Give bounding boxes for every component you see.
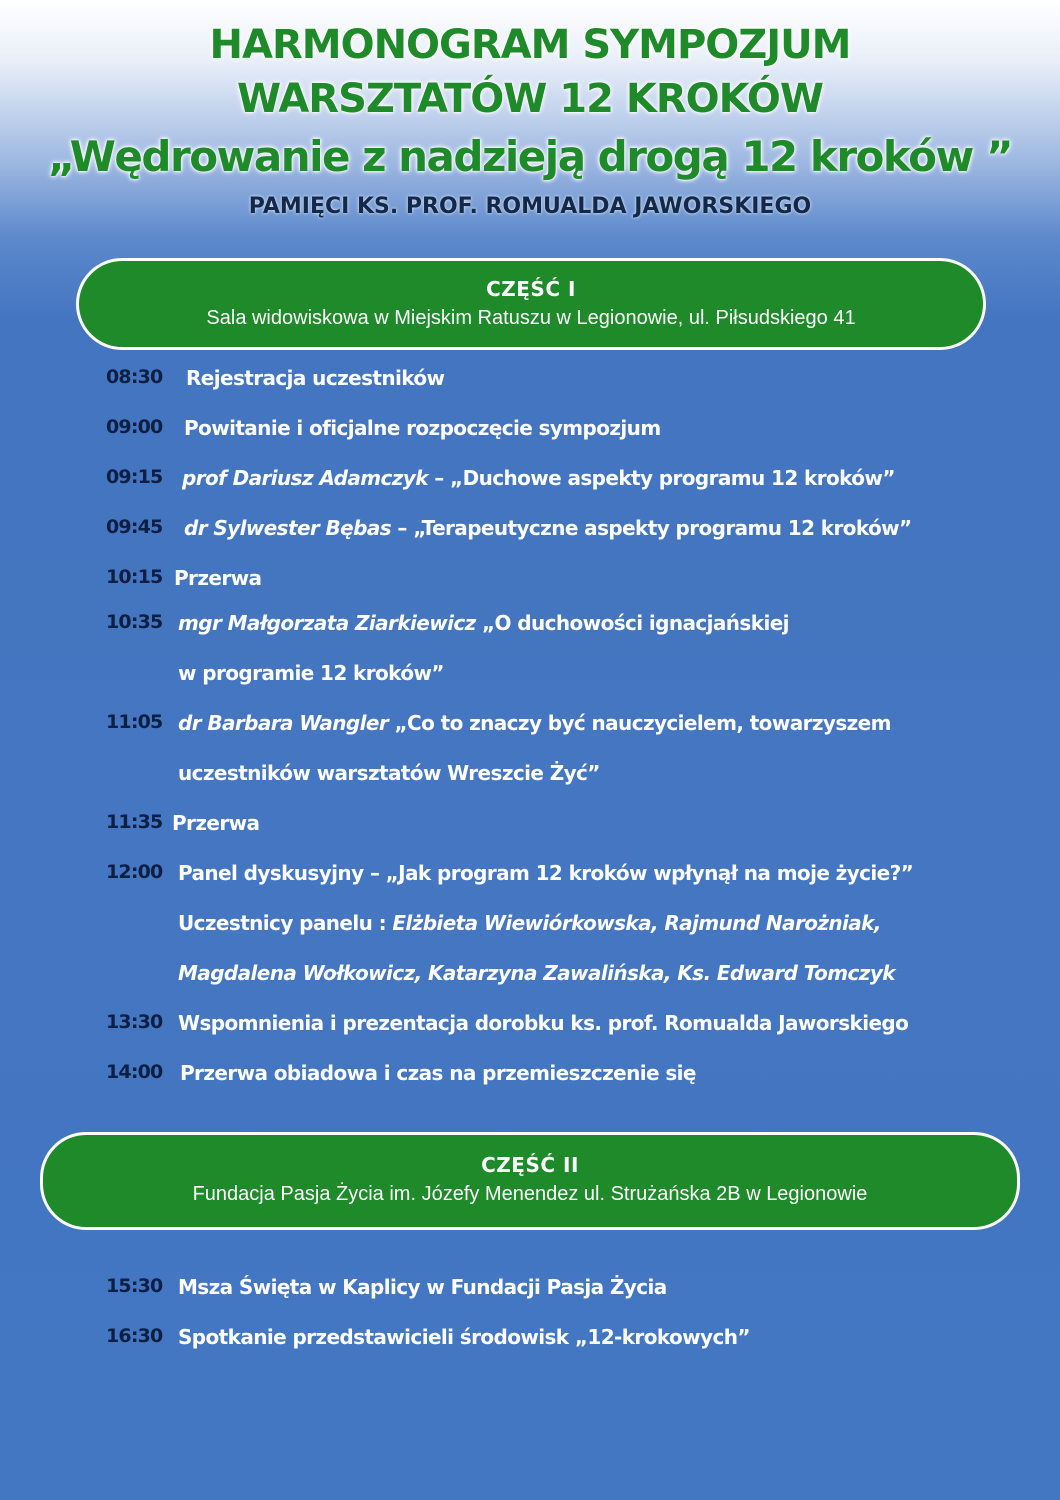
schedule-time: 12:00 xyxy=(106,861,163,883)
schedule-time: 10:15 xyxy=(106,566,163,588)
schedule-text: – „Terapeutyczne aspekty programu 12 kroków” xyxy=(391,516,912,540)
schedule-text: w programie 12 kroków” xyxy=(178,661,444,685)
schedule-time: 09:15 xyxy=(106,466,163,488)
schedule-time: 13:30 xyxy=(106,1011,163,1033)
schedule-text: Przerwa xyxy=(174,566,262,590)
schedule-time: 10:35 xyxy=(106,611,163,633)
schedule-time: 16:30 xyxy=(106,1325,163,1347)
schedule-text: Przerwa xyxy=(172,811,260,835)
schedule-text: Przerwa obiadowa i czas na przemieszczenie się xyxy=(180,1061,696,1085)
schedule-text: Rejestracja uczestników xyxy=(186,366,445,390)
part-1-location: Sala widowiskowa w Miejskim Ratuszu w Legionowie, ul. Piłsudskiego 41 xyxy=(206,307,856,329)
panel-names: Magdalena Wołkowicz, Katarzyna Zawalińska, Ks. Edward Tomczyk xyxy=(178,961,895,985)
part-2-location: Fundacja Pasja Życia im. Józefy Menendez ul. Strużańska 2B w Legionowie xyxy=(192,1183,868,1205)
schedule-time: 09:00 xyxy=(106,416,163,438)
speaker-name: dr Sylwester Bębas xyxy=(184,516,392,540)
schedule-time: 08:30 xyxy=(106,366,163,388)
schedule-text: Msza Święta w Kaplicy w Fundacji Pasja Życia xyxy=(178,1275,667,1299)
schedule-text: Wspomnienia i prezentacja dorobku ks. prof. Romualda Jaworskiego xyxy=(178,1011,909,1035)
schedule-time: 11:05 xyxy=(106,711,163,733)
title-line-2: WARSZTATÓW 12 KROKÓW xyxy=(237,76,823,122)
schedule-time: 14:00 xyxy=(106,1061,163,1083)
speaker-name: dr Barbara Wangler xyxy=(178,711,389,735)
panel-label: Uczestnicy panelu : xyxy=(178,911,393,935)
schedule-time: 15:30 xyxy=(106,1275,163,1297)
title-line-1: HARMONOGRAM SYMPOZJUM xyxy=(209,22,851,68)
schedule-text: uczestników warsztatów Wreszcie Żyć” xyxy=(178,761,600,785)
schedule-text: Panel dyskusyjny – „Jak program 12 kroków wpłynął na moje życie?” xyxy=(178,861,914,885)
speaker-name: prof Dariusz Adamczyk xyxy=(182,466,428,490)
schedule-text: Spotkanie przedstawicieli środowisk „12-krokowych” xyxy=(178,1325,750,1349)
title-line-3: „Wędrowanie z nadzieją drogą 12 kroków ” xyxy=(47,132,1013,181)
schedule-time: 09:45 xyxy=(106,516,163,538)
schedule-time: 11:35 xyxy=(106,811,163,833)
speaker-name: mgr Małgorzata Ziarkiewicz xyxy=(178,611,476,635)
part-1-title: CZĘŚĆ I xyxy=(486,277,576,301)
part-2-title: CZĘŚĆ II xyxy=(481,1153,579,1177)
schedule-text: – „Duchowe aspekty programu 12 kroków” xyxy=(427,466,895,490)
schedule-text: „Co to znaczy być nauczycielem, towarzyszem xyxy=(388,711,891,735)
subtitle: PAMIĘCI KS. PROF. ROMUALDA JAWORSKIEGO xyxy=(248,194,812,219)
panel-names: Elżbieta Wiewiórkowska, Rajmund Narożniak, xyxy=(392,911,881,935)
schedule-text: „O duchowości ignacjańskiej xyxy=(475,611,789,635)
part-2-banner xyxy=(40,1132,1020,1230)
schedule-text: Powitanie i oficjalne rozpoczęcie sympozjum xyxy=(184,416,661,440)
part-1-banner xyxy=(76,258,986,350)
